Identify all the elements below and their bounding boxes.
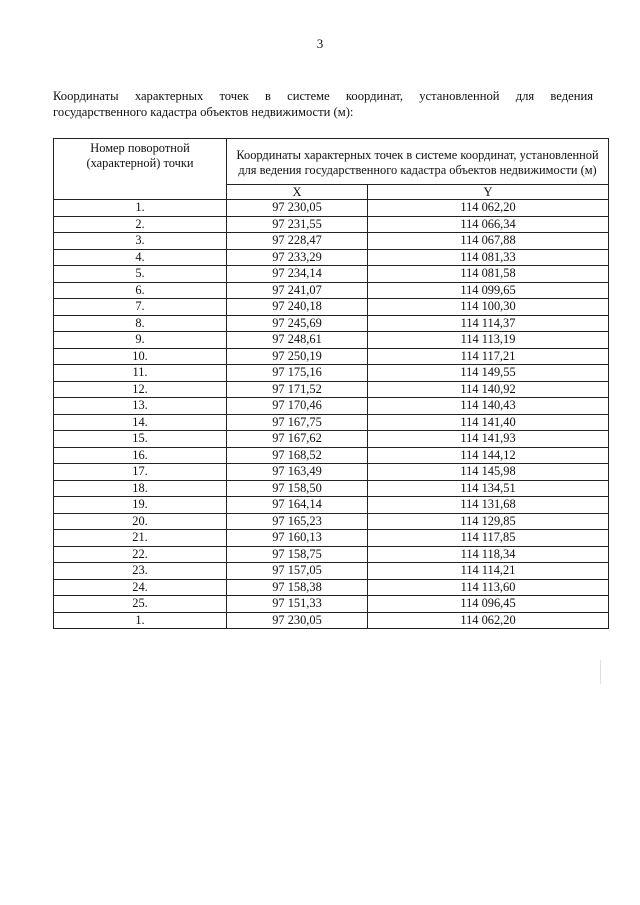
- cell-point-number: 25.: [54, 596, 227, 613]
- table-row: [54, 447, 609, 464]
- intro-line-2: государственного кадастра объектов недвижимости (м):: [53, 105, 354, 119]
- cell-y: 114 118,34: [368, 546, 609, 563]
- table-row: [54, 513, 609, 530]
- table-row: [54, 299, 609, 316]
- table-row: [54, 249, 609, 266]
- cell-point-number: 16.: [54, 447, 227, 464]
- cell-y: 114 113,60: [368, 579, 609, 596]
- cell-point-number: 24.: [54, 579, 227, 596]
- cell-y: 114 114,21: [368, 563, 609, 580]
- cell-x: 97 168,52: [227, 447, 368, 464]
- cell-x: 97 167,62: [227, 431, 368, 448]
- table-row: [54, 464, 609, 481]
- cell-y: 114 113,19: [368, 332, 609, 349]
- table-row: [54, 497, 609, 514]
- cell-x: 97 151,33: [227, 596, 368, 613]
- cell-point-number: 9.: [54, 332, 227, 349]
- coordinates-table: [53, 138, 609, 629]
- table-row: [54, 365, 609, 382]
- cell-x: 97 250,19: [227, 348, 368, 365]
- table-row: [54, 233, 609, 250]
- cell-point-number: 7.: [54, 299, 227, 316]
- table-row: [54, 579, 609, 596]
- cell-point-number: 11.: [54, 365, 227, 382]
- header-x: X: [227, 185, 368, 200]
- cell-point-number: 19.: [54, 497, 227, 514]
- cell-y: 114 141,40: [368, 414, 609, 431]
- cell-x: 97 248,61: [227, 332, 368, 349]
- cell-point-number: 5.: [54, 266, 227, 283]
- page-number: 3: [316, 36, 324, 51]
- cell-x: 97 170,46: [227, 398, 368, 415]
- cell-x: 97 231,55: [227, 216, 368, 233]
- cell-x: 97 233,29: [227, 249, 368, 266]
- cell-point-number: 10.: [54, 348, 227, 365]
- table-row: [54, 530, 609, 547]
- cell-point-number: 22.: [54, 546, 227, 563]
- cell-y: 114 140,92: [368, 381, 609, 398]
- table-row: [54, 612, 609, 629]
- table-row: [54, 414, 609, 431]
- table-row: [54, 216, 609, 233]
- cell-x: 97 175,16: [227, 365, 368, 382]
- scan-artifact: [600, 660, 601, 684]
- cell-point-number: 4.: [54, 249, 227, 266]
- cell-y: 114 100,30: [368, 299, 609, 316]
- cell-x: 97 230,05: [227, 200, 368, 217]
- cell-x: 97 165,23: [227, 513, 368, 530]
- table-row: [54, 266, 609, 283]
- cell-point-number: 3.: [54, 233, 227, 250]
- table-row: [54, 596, 609, 613]
- cell-point-number: 2.: [54, 216, 227, 233]
- table-row: [54, 398, 609, 415]
- table-row: [54, 563, 609, 580]
- cell-point-number: 18.: [54, 480, 227, 497]
- table-row: [54, 348, 609, 365]
- cell-point-number: 21.: [54, 530, 227, 547]
- table-row: [54, 431, 609, 448]
- cell-y: 114 062,20: [368, 200, 609, 217]
- cell-y: 114 145,98: [368, 464, 609, 481]
- cell-y: 114 114,37: [368, 315, 609, 332]
- cell-x: 97 158,38: [227, 579, 368, 596]
- table-row: [54, 480, 609, 497]
- header-point-number: Номер поворотной (характерной) точки: [54, 139, 227, 200]
- table-row: [54, 332, 609, 349]
- cell-x: 97 228,47: [227, 233, 368, 250]
- cell-point-number: 6.: [54, 282, 227, 299]
- table-row: [54, 282, 609, 299]
- cell-y: 114 129,85: [368, 513, 609, 530]
- cell-y: 114 081,33: [368, 249, 609, 266]
- cell-point-number: 12.: [54, 381, 227, 398]
- cell-x: 97 158,75: [227, 546, 368, 563]
- cell-point-number: 14.: [54, 414, 227, 431]
- cell-x: 97 230,05: [227, 612, 368, 629]
- cell-y: 114 081,58: [368, 266, 609, 283]
- cell-y: 114 144,12: [368, 447, 609, 464]
- cell-point-number: 20.: [54, 513, 227, 530]
- header-y: Y: [368, 185, 609, 200]
- cell-y: 114 140,43: [368, 398, 609, 415]
- cell-x: 97 157,05: [227, 563, 368, 580]
- cell-y: 114 141,93: [368, 431, 609, 448]
- cell-x: 97 245,69: [227, 315, 368, 332]
- table-row: [54, 381, 609, 398]
- cell-x: 97 171,52: [227, 381, 368, 398]
- cell-point-number: 23.: [54, 563, 227, 580]
- cell-point-number: 8.: [54, 315, 227, 332]
- cell-y: 114 062,20: [368, 612, 609, 629]
- header-coordinates: Координаты характерных точек в системе координат, установленной для ведения государственного кадастра объектов недвижимости (м): [227, 139, 609, 185]
- cell-point-number: 13.: [54, 398, 227, 415]
- cell-y: 114 117,85: [368, 530, 609, 547]
- cell-point-number: 1.: [54, 200, 227, 217]
- cell-x: 97 164,14: [227, 497, 368, 514]
- cell-x: 97 163,49: [227, 464, 368, 481]
- cell-x: 97 158,50: [227, 480, 368, 497]
- cell-y: 114 134,51: [368, 480, 609, 497]
- cell-y: 114 117,21: [368, 348, 609, 365]
- intro-paragraph: [53, 88, 593, 120]
- cell-y: 114 066,34: [368, 216, 609, 233]
- table-row: [54, 546, 609, 563]
- cell-y: 114 067,88: [368, 233, 609, 250]
- cell-y: 114 099,65: [368, 282, 609, 299]
- cell-point-number: 15.: [54, 431, 227, 448]
- cell-y: 114 131,68: [368, 497, 609, 514]
- cell-x: 97 240,18: [227, 299, 368, 316]
- cell-point-number: 1.: [54, 612, 227, 629]
- cell-x: 97 234,14: [227, 266, 368, 283]
- cell-point-number: 17.: [54, 464, 227, 481]
- table-row: [54, 315, 609, 332]
- table-body: [54, 200, 609, 629]
- cell-y: 114 149,55: [368, 365, 609, 382]
- cell-x: 97 241,07: [227, 282, 368, 299]
- cell-x: 97 160,13: [227, 530, 368, 547]
- cell-y: 114 096,45: [368, 596, 609, 613]
- cell-x: 97 167,75: [227, 414, 368, 431]
- intro-line-1: Координаты характерных точек в системе координат, установленной для ведения: [53, 89, 593, 103]
- table-row: [54, 200, 609, 217]
